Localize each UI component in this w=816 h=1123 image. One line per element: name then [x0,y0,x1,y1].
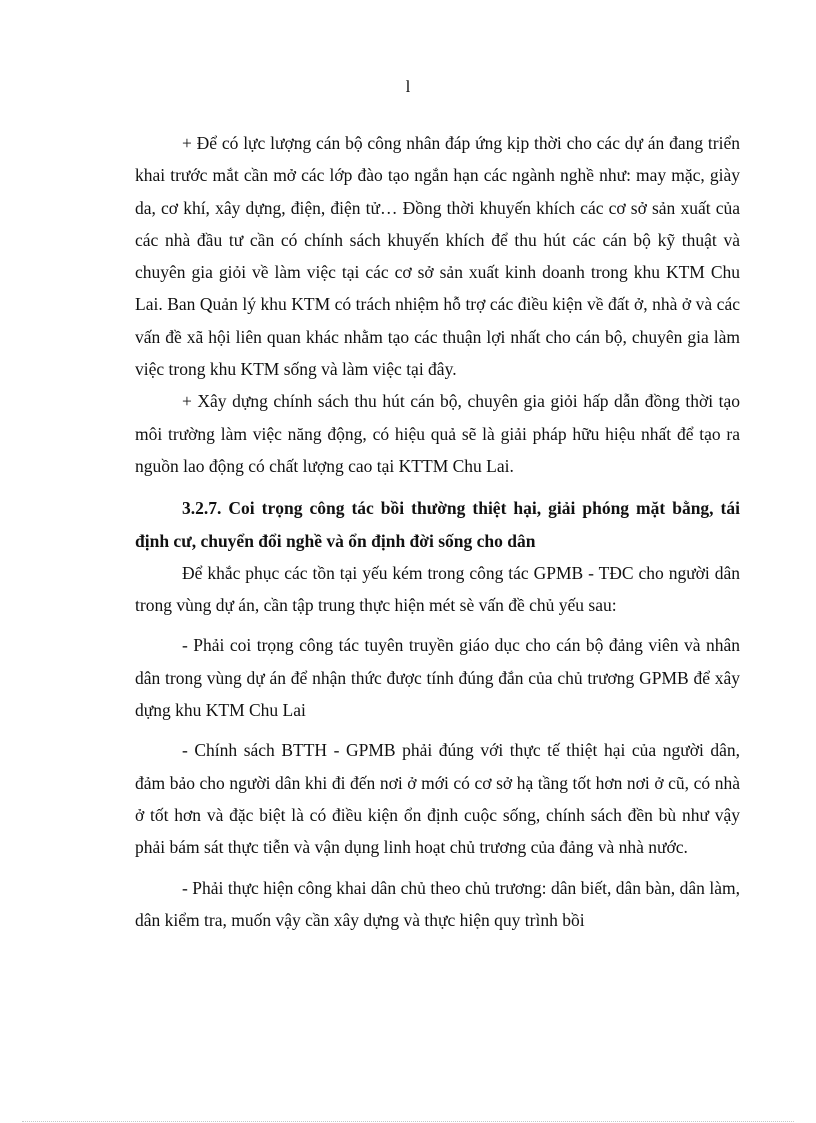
page-bottom-divider [22,1121,794,1122]
section-heading: 3.2.7. Coi trọng công tác bồi thường thiệt hại, giải phóng mặt bằng, tái định cư, chuyển đổi nghề và ổn định đời sống cho dân [135,498,740,551]
page-number: l [405,77,411,96]
paragraph-gpmb-intro: Để khắc phục các tồn tại yếu kém trong công tác GPMB - TĐC cho người dân trong vùng dự án, cần tập trung thực hiện mét sè vấn đề chủ yếu sau: [135,562,740,616]
document-body [135,127,740,936]
paragraph-democracy: - Phải thực hiện công khai dân chủ theo chủ trương: dân biết, dân bàn, dân làm, dân kiểm tra, muốn vậy cần xây dựng và thực hiện quy trình bồi [135,877,740,930]
paragraph-propaganda: - Phải coi trọng công tác tuyên truyền giáo dục cho cán bộ đảng viên và nhân dân trong vùng dự án để nhận thức được tính đúng đắn của chủ trương GPMB để xây dựng khu KTM Chu Lai [135,635,740,721]
paragraph-labor-training: + Để có lực lượng cán bộ công nhân đáp ứng kịp thời cho các dự án đang triển khai trước mắt cần mở các lớp đào tạo ngắn hạn các ngành nghề như: may mặc, giày da, cơ khí, xây dựng, điện, điện tử… Đồng thời khuyến khích các cơ sở sản xuất của các nhà đầu tư cần có chính sách khuyến khích để thu hút các cán bộ kỹ thuật và chuyên gia giỏi về làm việc tại các cơ sở sản xuất kinh doanh trong khu KTM Chu Lai. Ban Quản lý khu KTM có trách nhiệm hỗ trợ các điều kiện về đất ở, nhà ở và các vấn đề xã hội liên quan khác nhằm tạo các thuận lợi nhất cho cán bộ, chuyên gia làm việc trong khu KTM sống và làm việc tại đây. [135,133,740,380]
paragraph-attract-experts: + Xây dựng chính sách thu hút cán bộ, chuyên gia giỏi hấp dẫn đồng thời tạo môi trường làm việc năng động, có hiệu quả sẽ là giải pháp hữu hiệu nhất để tạo ra nguồn lao động có chất lượng cao tại KTTM Chu Lai. [135,391,740,476]
paragraph-compensation-policy: - Chính sách BTTH - GPMB phải đúng với thực tế thiệt hại của người dân, đảm bảo cho người dân khi đi đến nơi ở mới có cơ sở hạ tầng tốt hơn nơi ở cũ, có nhà ở tốt hơn và đặc biệt là có điều kiện ổn định cuộc sống, chính sách đền bù như vậy phải bám sát thực tiễn và vận dụng linh hoạt chủ trương của đảng và nhà nước. [135,740,740,858]
